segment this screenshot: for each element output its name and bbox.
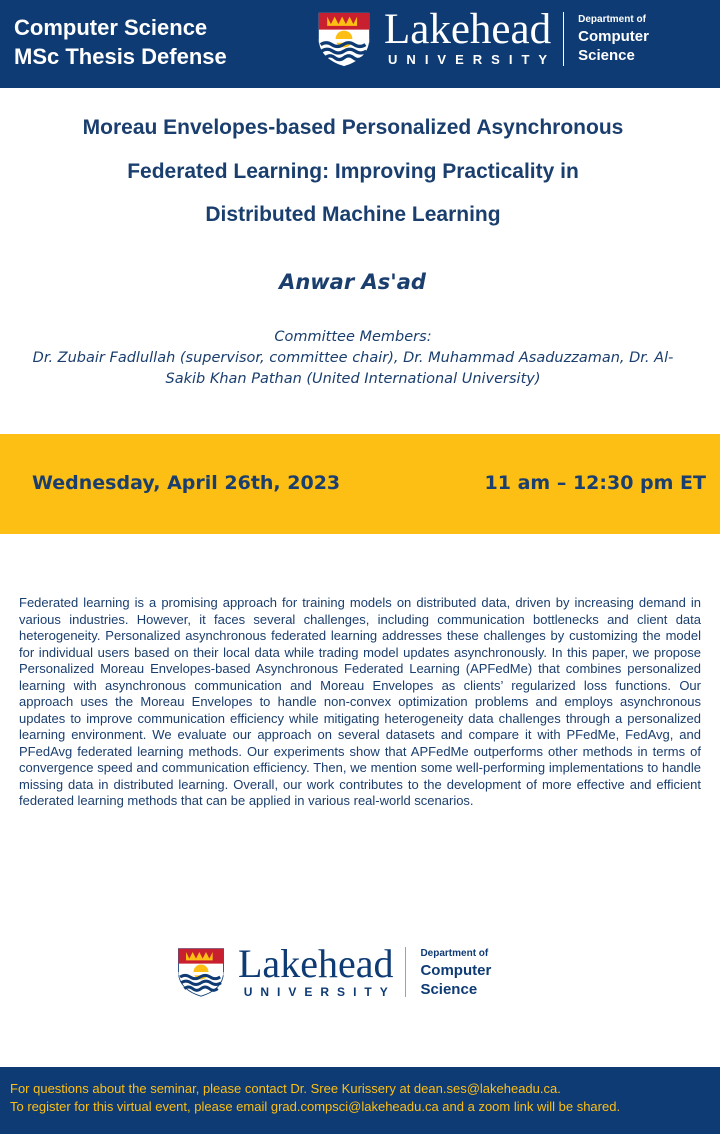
logo-divider xyxy=(563,12,564,66)
logo-subtitle: UNIVERSITY xyxy=(388,52,557,67)
dept-line3: Science xyxy=(578,47,635,64)
thesis-title-line2: Federated Learning: Improving Practicality in xyxy=(127,159,579,183)
logo-subtitle: UNIVERSITY xyxy=(243,985,396,999)
committee-names: Dr. Zubair Fadlullah (supervisor, committee chair), Dr. Muhammad Asaduzzaman, Dr. Al-Sakib Khan Pathan (United International University) xyxy=(32,350,674,387)
abstract-text: Federated learning is a promising approach for training models on distributed data, driven by increasing demand in various industries. However, it faces several challenges, including communication bottlenecks and client data heterogeneity. Personalized asynchronous federated learning addresses these challenges by customizing the model for individual users based on their local data while trading model updates asynchronously. In this paper, we propose Personalized Moreau Envelopes-based Asynchronous Federated Learning (APFedMe) that combines personalized learning with asynchronous communication and Moreau Envelopes as clients’ regularized loss functions. Our approach uses the Moreau Envelopes to handle non-convex optimization problems and employs asynchronous updates to improve communication efficiency while mitigating heterogeneity data challenges through a personalized learning environment. We evaluate our approach on several datasets and compare it with PFedMe, FedAvg, and PFedAvg federated learning methods. Our experiments show that APFedMe outperforms other methods in terms of convergence speed and communication efficiency. Then, we mention some well-performing implementations to handle missing data in distributed learning. Overall, our work contributes to the development of more effective and efficient federated learning methods that can be applied in various real-world scenarios. xyxy=(19,595,701,808)
thesis-title xyxy=(20,106,686,237)
footer-contact-line: For questions about the seminar, please contact Dr. Sree Kurissery at dean.ses@lakeheadu.ca. xyxy=(10,1081,561,1096)
logo-name: Lakehead xyxy=(384,6,552,53)
logo-department xyxy=(420,946,491,999)
header-title xyxy=(14,13,227,71)
logo-name: Lakehead xyxy=(238,941,394,986)
event-time: 11 am – 12:30 pm ET xyxy=(484,472,706,494)
lakehead-shield-icon xyxy=(176,947,226,997)
dept-line1: Department of xyxy=(420,947,489,959)
logo-department xyxy=(578,12,649,65)
header-title-line1: Computer Science xyxy=(14,15,208,40)
lakehead-wordmark xyxy=(384,6,557,67)
lakehead-logo-footer xyxy=(176,941,492,999)
author-name: Anwar As'ad xyxy=(279,270,426,294)
event-date: Wednesday, April 26th, 2023 xyxy=(32,472,341,494)
committee-members xyxy=(20,327,686,390)
dept-line3: Science xyxy=(420,980,478,998)
footer-register-line: To register for this virtual event, please email grad.compsci@lakeheadu.ca and a zoom link will be shared. xyxy=(10,1099,621,1114)
dept-line2: Computer xyxy=(578,28,649,45)
committee-label: Committee Members: xyxy=(274,329,432,345)
lakehead-shield-icon xyxy=(316,11,372,67)
dept-line2: Computer xyxy=(420,961,492,979)
thesis-title-line1: Moreau Envelopes-based Personalized Asynchronous xyxy=(82,116,624,139)
lakehead-wordmark xyxy=(238,941,396,999)
logo-divider xyxy=(405,947,406,997)
header-title-line2: MSc Thesis Defense xyxy=(14,44,227,69)
dept-line1: Department of xyxy=(578,14,646,25)
footer-text xyxy=(10,1080,620,1116)
lakehead-logo-header xyxy=(316,6,649,67)
thesis-title-line3: Distributed Machine Learning xyxy=(205,203,501,226)
